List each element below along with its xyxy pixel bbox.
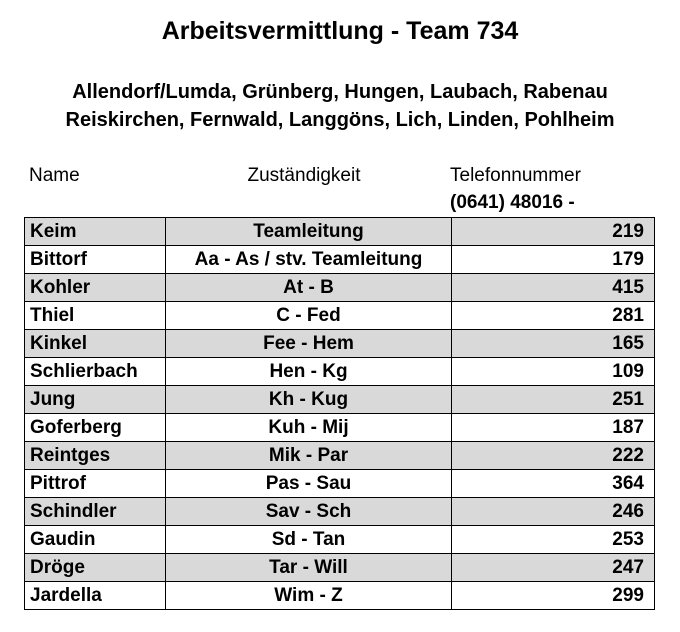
cell-name: Jardella [25, 582, 166, 610]
table-row [25, 498, 655, 526]
cell-zustaendigkeit: At - B [166, 274, 452, 302]
table-row [25, 302, 655, 330]
cell-name: Schlierbach [25, 358, 166, 386]
table-row [25, 358, 655, 386]
table-row [25, 554, 655, 582]
column-header-name: Name [29, 165, 80, 186]
table-row [25, 442, 655, 470]
cell-name: Gaudin [25, 526, 166, 554]
table-row [25, 330, 655, 358]
cell-extension: 251 [452, 386, 655, 414]
cell-zustaendigkeit: Aa - As / stv. Teamleitung [166, 246, 452, 274]
cell-zustaendigkeit: Sav - Sch [166, 498, 452, 526]
cell-zustaendigkeit: Hen - Kg [166, 358, 452, 386]
table-row [25, 386, 655, 414]
cell-extension: 219 [452, 218, 655, 246]
phone-prefix: (0641) 48016 - [450, 192, 575, 213]
cell-extension: 109 [452, 358, 655, 386]
locations-line-1: Allendorf/Lumda, Grünberg, Hungen, Laubach, Rabenau [72, 81, 608, 103]
table-row [25, 274, 655, 302]
cell-extension: 222 [452, 442, 655, 470]
cell-name: Keim [25, 218, 166, 246]
table-row [25, 582, 655, 610]
cell-zustaendigkeit: Kh - Kug [166, 386, 452, 414]
cell-zustaendigkeit: Wim - Z [166, 582, 452, 610]
cell-extension: 299 [452, 582, 655, 610]
cell-name: Reintges [25, 442, 166, 470]
cell-zustaendigkeit: Tar - Will [166, 554, 452, 582]
cell-extension: 364 [452, 470, 655, 498]
cell-extension: 187 [452, 414, 655, 442]
cell-zustaendigkeit: Fee - Hem [166, 330, 452, 358]
cell-extension: 179 [452, 246, 655, 274]
table-row [25, 246, 655, 274]
cell-name: Schindler [25, 498, 166, 526]
cell-zustaendigkeit: Pas - Sau [166, 470, 452, 498]
cell-name: Kohler [25, 274, 166, 302]
locations-line-2: Reiskirchen, Fernwald, Langgöns, Lich, Linden, Pohlheim [65, 109, 615, 131]
cell-zustaendigkeit: Kuh - Mij [166, 414, 452, 442]
table-row [25, 526, 655, 554]
cell-name: Goferberg [25, 414, 166, 442]
cell-name: Jung [25, 386, 166, 414]
cell-extension: 281 [452, 302, 655, 330]
cell-name: Thiel [25, 302, 166, 330]
cell-zustaendigkeit: C - Fed [166, 302, 452, 330]
cell-extension: 165 [452, 330, 655, 358]
table-row [25, 218, 655, 246]
page-title: Arbeitsvermittlung - Team 734 [161, 17, 519, 45]
table-row [25, 470, 655, 498]
cell-extension: 246 [452, 498, 655, 526]
cell-zustaendigkeit: Sd - Tan [166, 526, 452, 554]
cell-extension: 247 [452, 554, 655, 582]
column-header-telefon: Telefonnummer [450, 165, 581, 186]
cell-zustaendigkeit: Teamleitung [166, 218, 452, 246]
cell-zustaendigkeit: Mik - Par [166, 442, 452, 470]
cell-name: Pittrof [25, 470, 166, 498]
team-table [24, 217, 655, 610]
cell-name: Dröge [25, 554, 166, 582]
cell-name: Bittorf [25, 246, 166, 274]
cell-extension: 415 [452, 274, 655, 302]
column-header-zustaendigkeit: Zuständigkeit [247, 165, 361, 186]
cell-extension: 253 [452, 526, 655, 554]
cell-name: Kinkel [25, 330, 166, 358]
table-row [25, 414, 655, 442]
